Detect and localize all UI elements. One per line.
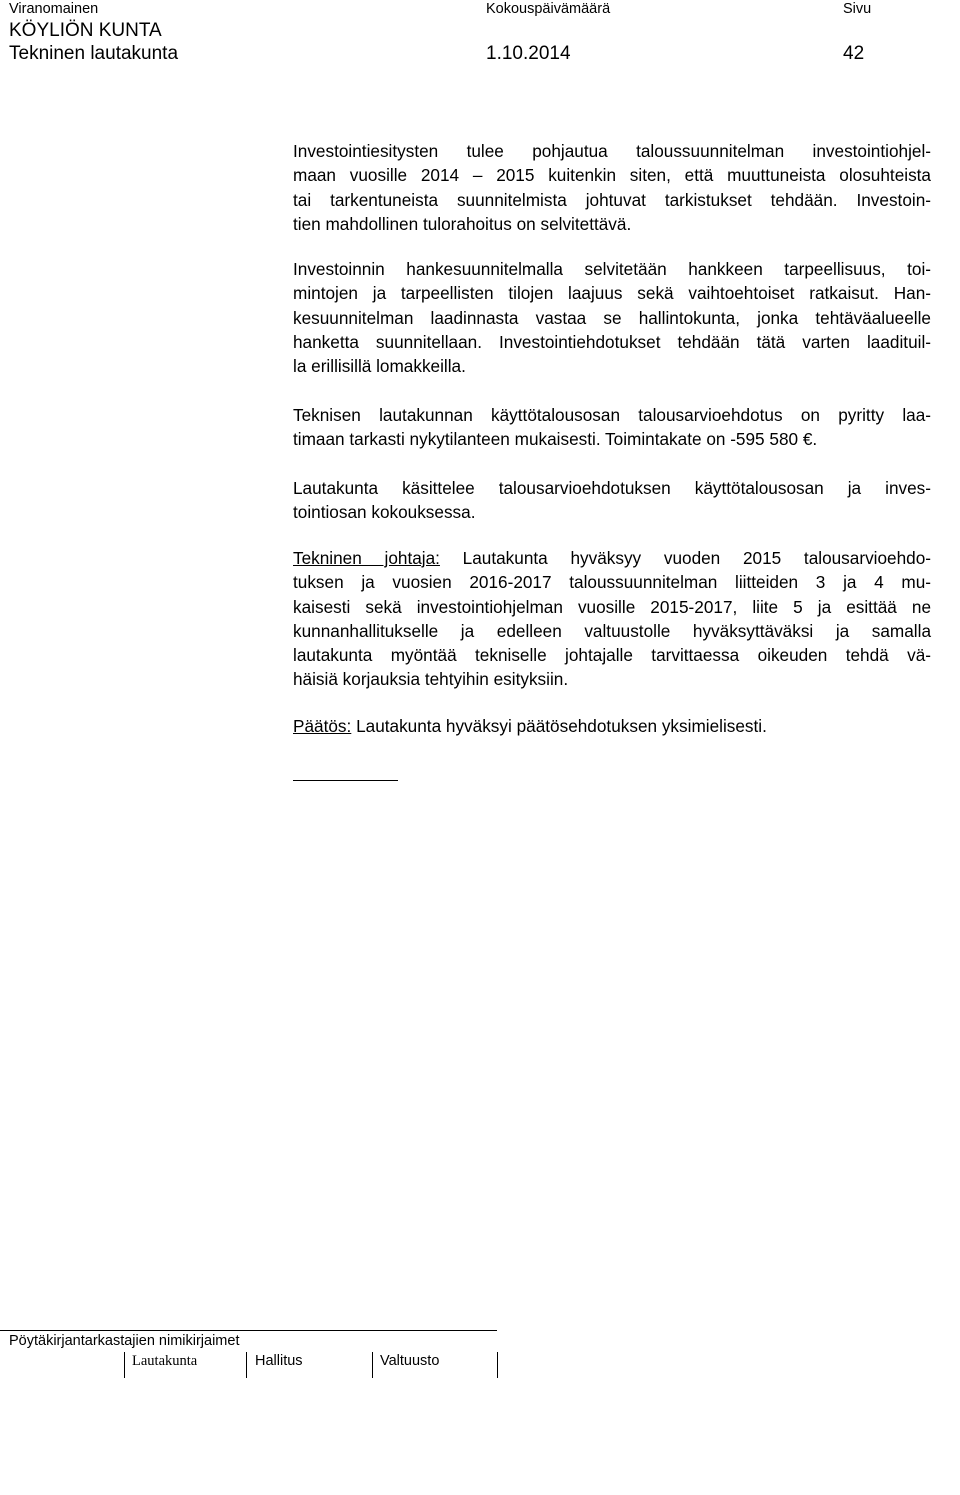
text-line: Teknisen lautakunnan käyttötalousosan talousarvioehdotus on pyritty laa- <box>293 405 931 425</box>
proposal-first-line <box>293 546 931 570</box>
text-line: lautakunta myöntää tekniselle johtajalle tarvittaessa oikeuden tehdä vä- <box>293 645 931 666</box>
signature-title: Pöytäkirjantarkastajien nimikirjaimet <box>9 1333 240 1349</box>
paragraph-operating-budget <box>293 403 931 452</box>
text-line: tai tarkentuneista suunnitelmista johtuvat tarkistukset tehdään. Investoin- <box>293 189 931 210</box>
paragraph-decision <box>293 714 931 738</box>
proposal-label: Tekninen johtaja: <box>293 548 440 568</box>
text-line: Lautakunta käsittelee talousarvioehdotuksen käyttötalousosan ja inves- <box>293 478 931 498</box>
paragraph-project-plan <box>293 257 931 378</box>
text-line: häisiä korjauksia tehtyihin esityksiin. <box>293 669 569 690</box>
text-line: tointiosan kokouksessa. <box>293 502 476 523</box>
paragraph-director-proposal <box>293 546 931 692</box>
decision-line <box>293 714 931 738</box>
column-divider <box>372 1352 373 1378</box>
meeting-date: 1.10.2014 <box>486 43 571 64</box>
text-line: tuksen ja vuosien 2016-2017 taloussuunnitelman liitteiden 3 ja 4 mu- <box>293 572 931 593</box>
text-line: mintojen ja tarpeellisten tilojen laajuus sekä vaihtoehtoiset ratkaisut. Han- <box>293 283 931 304</box>
decision-text: Lautakunta hyväksyi päätösehdotuksen yksimielisesti. <box>351 716 767 736</box>
text-line: kesuunnitelman laadinnasta vastaa se hallintokunta, jonka tehtäväalueelle <box>293 307 931 328</box>
column-divider <box>124 1352 125 1378</box>
text-line: Investointiesitysten tulee pohjautua taloussuunnitelman investointiohjel- <box>293 141 931 161</box>
column-divider <box>246 1352 247 1378</box>
text-line: kunnanhallitukselle ja edelleen valtuustolle hyväksyttäväksi ja samalla <box>293 620 931 641</box>
text-line: tien mahdollinen tulorahoitus on selvitettävä. <box>293 213 632 234</box>
paragraph-board-handling <box>293 476 931 525</box>
label-meeting-date: Kokouspäivämäärä <box>486 1 611 17</box>
municipality-name: KÖYLIÖN KUNTA <box>9 20 162 41</box>
end-divider <box>293 780 398 781</box>
page-number: 42 <box>843 43 865 64</box>
text-line: maan vuosille 2014 – 2015 kuitenkin siten, että muuttuneista olosuhteista <box>293 165 931 186</box>
label-page: Sivu <box>843 1 872 17</box>
text-line: la erillisillä lomakkeilla. <box>293 356 466 377</box>
board-name: Tekninen lautakunta <box>9 43 179 64</box>
signature-col-council: Valtuusto <box>380 1353 440 1369</box>
text-line: timaan tarkasti nykytilanteen mukaisesti. Toimintakate on -595 580 €. <box>293 429 818 450</box>
decision-label: Päätös: <box>293 716 352 736</box>
paragraph-investment-proposals <box>293 139 931 236</box>
text-line: kaisesti sekä investointiohjelman vuosille 2015-2017, liite 5 ja esittää ne <box>293 596 931 617</box>
text-line: Lautakunta hyväksyy vuoden 2015 talousarvioehdo- <box>439 548 931 568</box>
column-divider <box>497 1352 498 1378</box>
text-line: Investoinnin hankesuunnitelmalla selvitetään hankkeen tarpeellisuus, toi- <box>293 259 931 279</box>
label-authority: Viranomainen <box>9 1 99 17</box>
text-line: hanketta suunnitellaan. Investointiehdotukset tehdään tätä varten laadituil- <box>293 331 931 352</box>
signature-col-government: Hallitus <box>255 1353 303 1369</box>
signature-col-board: Lautakunta <box>132 1353 198 1369</box>
